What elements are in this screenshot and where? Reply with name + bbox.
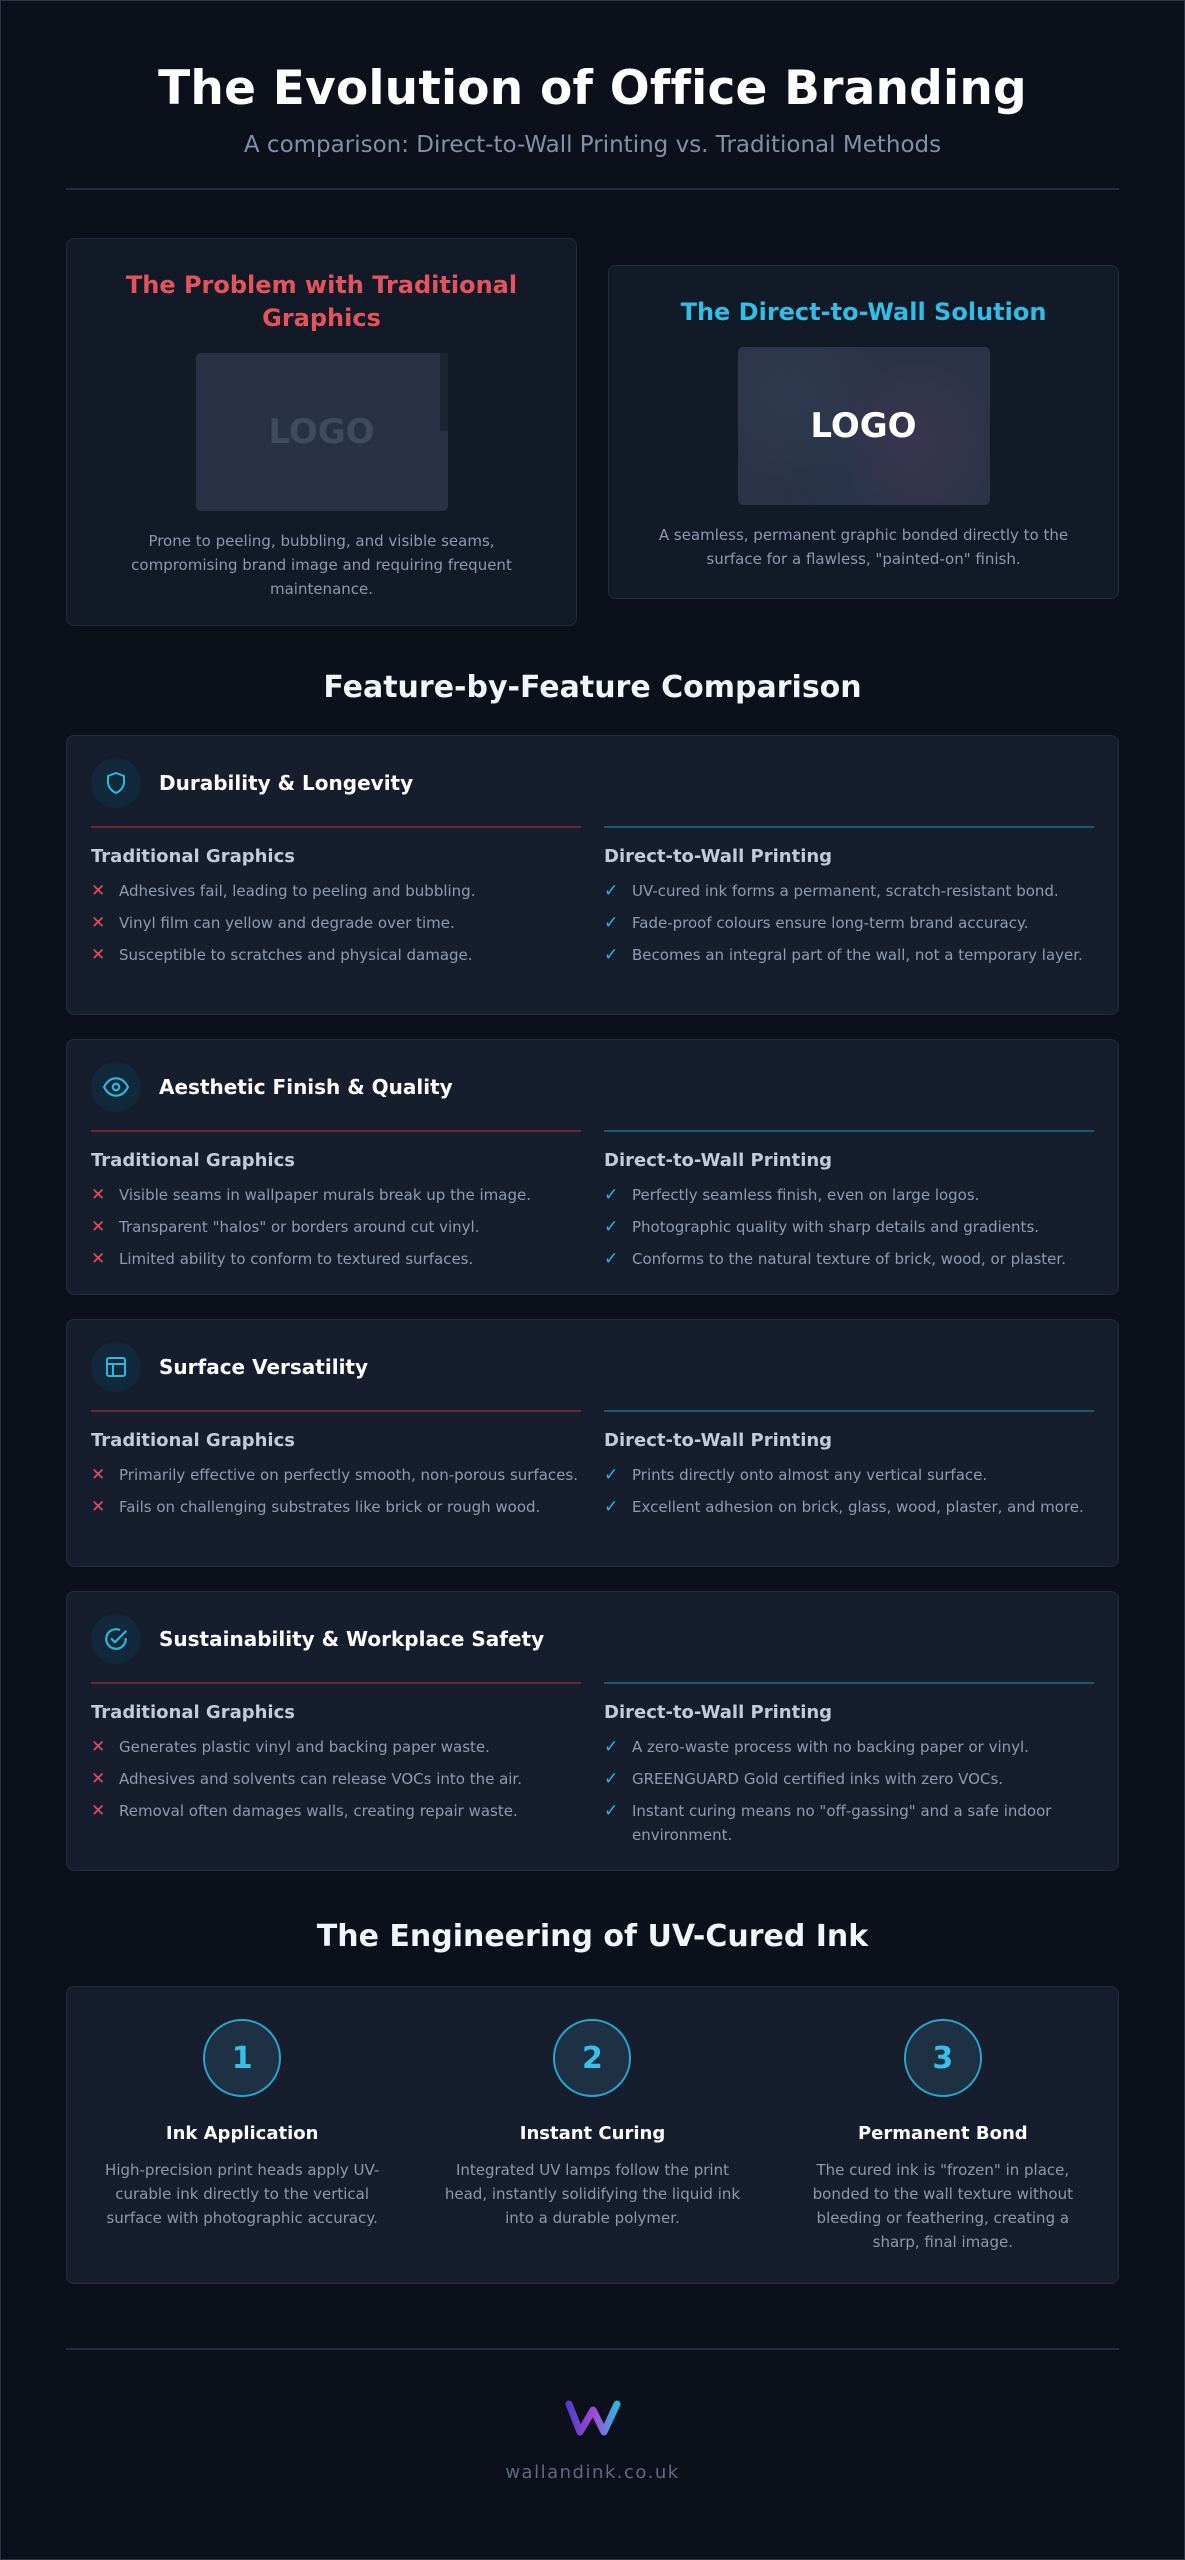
feature-title: Sustainability & Workplace Safety: [159, 1627, 545, 1651]
list-item: ✕ Susceptible to scratches and physical damage.: [91, 945, 473, 965]
process-card: [66, 1986, 1119, 2284]
cross-icon: ✕: [91, 1249, 106, 1269]
list-item: ✕ Removal often damages walls, creating repair waste.: [91, 1801, 518, 1821]
page-header: [1, 1, 1184, 158]
painted-logo-image: [738, 347, 990, 505]
list-item: ✕ Limited ability to conform to textured surfaces.: [91, 1249, 474, 1269]
shield-icon: [91, 758, 141, 808]
feature-card-durability: [66, 735, 1119, 1015]
list-item: ✓ Photographic quality with sharp details and gradients.: [604, 1217, 1040, 1237]
list-item: ✓ Instant curing means no "off-gassing" and a safe indoor environment.: [604, 1799, 1094, 1847]
list-item: ✓ Conforms to the natural texture of brick, wood, or plaster.: [604, 1249, 1066, 1269]
feature-title: Aesthetic Finish & Quality: [159, 1075, 453, 1099]
list-item: ✓ Becomes an integral part of the wall, not a temporary layer.: [604, 945, 1083, 965]
peeling-logo-text: LOGO: [268, 412, 375, 452]
dtw-column: [604, 1410, 1094, 1527]
step-description: High-precision print heads apply UV-curable ink directly to the vertical surface with photographic accuracy.: [105, 2161, 380, 2227]
check-icon: ✓: [604, 1801, 619, 1821]
list-item: ✕ Primarily effective on perfectly smooth, non-porous surfaces.: [91, 1465, 578, 1485]
check-icon: ✓: [604, 1497, 619, 1517]
check-icon: ✓: [604, 881, 619, 901]
solution-card: [608, 265, 1119, 599]
feature-title: Durability & Longevity: [159, 771, 414, 795]
footer-domain[interactable]: wallandink.co.uk: [505, 2462, 680, 2483]
step-title: Instant Curing: [519, 2123, 666, 2144]
peeling-corner: [440, 353, 448, 431]
list-item: ✕ Adhesives fail, leading to peeling and bubbling.: [91, 881, 476, 901]
list-item: ✕ Fails on challenging substrates like brick or rough wood.: [91, 1497, 541, 1517]
traditional-column: [91, 1130, 581, 1279]
check-icon: ✓: [604, 913, 619, 933]
traditional-heading: Traditional Graphics: [91, 1702, 295, 1723]
dtw-column: [604, 1130, 1094, 1279]
check-circle-icon: [91, 1614, 141, 1664]
cross-icon: ✕: [91, 1801, 106, 1821]
problem-heading: The Problem with Traditional Graphics: [125, 271, 518, 332]
cross-icon: ✕: [91, 881, 106, 901]
check-icon: ✓: [604, 1217, 619, 1237]
list-item: ✕ Vinyl film can yellow and degrade over time.: [91, 913, 455, 933]
page-subtitle: A comparison: Direct-to-Wall Printing vs. Traditional Methods: [243, 132, 942, 158]
traditional-heading: Traditional Graphics: [91, 1150, 295, 1171]
traditional-heading: Traditional Graphics: [91, 846, 295, 867]
check-icon: ✓: [604, 1769, 619, 1789]
cross-icon: ✕: [91, 1769, 106, 1789]
list-item: ✕ Adhesives and solvents can release VOCs into the air.: [91, 1769, 522, 1789]
footer: [1, 2396, 1184, 2483]
problem-card: [66, 238, 577, 626]
list-item: ✓ UV-cured ink forms a permanent, scratch-resistant bond.: [604, 881, 1059, 901]
check-icon: ✓: [604, 1249, 619, 1269]
list-item: ✓ A zero-waste process with no backing paper or vinyl.: [604, 1737, 1029, 1757]
check-icon: ✓: [604, 1737, 619, 1757]
traditional-column: [91, 826, 581, 975]
cross-icon: ✕: [91, 1497, 106, 1517]
layout-icon: [91, 1342, 141, 1392]
dtw-heading: Direct-to-Wall Printing: [604, 1702, 833, 1723]
dtw-heading: Direct-to-Wall Printing: [604, 1430, 833, 1451]
comparison-title: Feature-by-Feature Comparison: [323, 670, 862, 705]
dtw-column: [604, 1682, 1094, 1855]
list-item: ✓ Fade-proof colours ensure long-term brand accuracy.: [604, 913, 1029, 933]
list-item: ✓ Excellent adhesion on brick, glass, wood, plaster, and more.: [604, 1497, 1084, 1517]
list-item: ✓ Perfectly seamless finish, even on large logos.: [604, 1185, 980, 1205]
step-title: Permanent Bond: [857, 2123, 1028, 2144]
check-icon: ✓: [604, 1465, 619, 1485]
step-description: Integrated UV lamps follow the print head, instantly solidifying the liquid ink into a durable polymer.: [444, 2161, 741, 2227]
list-item: ✕ Visible seams in wallpaper murals break up the image.: [91, 1185, 531, 1205]
dtw-heading: Direct-to-Wall Printing: [604, 846, 833, 867]
brand-logo-icon: [1, 2396, 1184, 2444]
list-item: ✓ Prints directly onto almost any vertical surface.: [604, 1465, 988, 1485]
peeling-logo-image: [196, 353, 448, 511]
painted-logo-text: LOGO: [810, 406, 917, 446]
process-step: [793, 2019, 1093, 2283]
cross-icon: ✕: [91, 1217, 106, 1237]
page-title: The Evolution of Office Branding: [158, 61, 1027, 116]
footer-divider: [66, 2348, 1119, 2350]
feature-card-versatility: [66, 1319, 1119, 1567]
list-item: ✕ Generates plastic vinyl and backing paper waste.: [91, 1737, 490, 1757]
step-number-badge: 1: [203, 2019, 281, 2097]
step-number-badge: 2: [553, 2019, 631, 2097]
eye-icon: [91, 1062, 141, 1112]
solution-heading: The Direct-to-Wall Solution: [680, 298, 1047, 326]
feature-card-aesthetic: [66, 1039, 1119, 1295]
cross-icon: ✕: [91, 1465, 106, 1485]
traditional-column: [91, 1682, 581, 1855]
step-number-badge: 3: [904, 2019, 982, 2097]
header-divider: [66, 188, 1119, 190]
feature-card-sustainability: [66, 1591, 1119, 1871]
cross-icon: ✕: [91, 913, 106, 933]
process-title: The Engineering of UV-Cured Ink: [316, 1919, 869, 1954]
cross-icon: ✕: [91, 1185, 106, 1205]
solution-description: A seamless, permanent graphic bonded directly to the surface for a flawless, "painted-on" finish.: [658, 526, 1069, 568]
check-icon: ✓: [604, 945, 619, 965]
traditional-heading: Traditional Graphics: [91, 1430, 295, 1451]
dtw-column: [604, 826, 1094, 975]
dtw-heading: Direct-to-Wall Printing: [604, 1150, 833, 1171]
list-item: ✕ Transparent "halos" or borders around cut vinyl.: [91, 1217, 480, 1237]
process-step: [442, 2019, 742, 2283]
check-icon: ✓: [604, 1185, 619, 1205]
cross-icon: ✕: [91, 1737, 106, 1757]
step-title: Ink Application: [165, 2123, 319, 2144]
step-description: The cured ink is "frozen" in place, bonded to the wall texture without bleeding or feathering, creating a sharp, final image.: [812, 2161, 1073, 2251]
hero-comparison: [66, 238, 1119, 626]
cross-icon: ✕: [91, 945, 106, 965]
list-item: ✓ GREENGUARD Gold certified inks with zero VOCs.: [604, 1769, 1004, 1789]
feature-title: Surface Versatility: [159, 1355, 369, 1379]
process-step: [92, 2019, 392, 2283]
problem-description: Prone to peeling, bubbling, and visible seams, compromising brand image and requiring frequent maintenance.: [131, 532, 512, 598]
traditional-column: [91, 1410, 581, 1527]
